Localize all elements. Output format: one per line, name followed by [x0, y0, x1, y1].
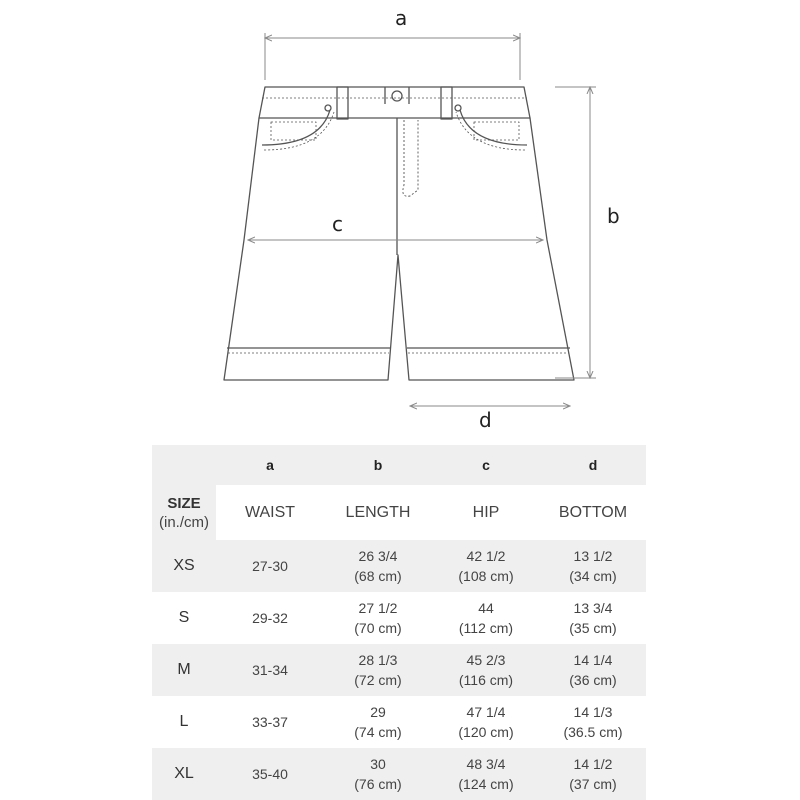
hip-inches: 48 3/4: [466, 756, 506, 772]
length-cell: [324, 644, 432, 696]
length-cell: [324, 696, 432, 748]
letter-c: c: [432, 445, 540, 485]
hip-cell: [432, 644, 540, 696]
waist-cell: 29-32: [216, 592, 324, 644]
hip-cm: (124 cm): [458, 776, 514, 792]
size-cell: S: [152, 592, 216, 644]
table-row: [152, 748, 646, 800]
bottom-inches: 14 1/4: [573, 652, 613, 668]
bottom-cm: (34 cm): [569, 568, 617, 584]
corner-cell: [152, 445, 216, 485]
length-inches: 27 1/2: [358, 600, 398, 616]
length-inches: 26 3/4: [358, 548, 398, 564]
header-waist: WAIST: [216, 485, 324, 540]
measurement-letter-row: [152, 445, 646, 485]
size-cell: L: [152, 696, 216, 748]
header-hip: HIP: [432, 485, 540, 540]
length-cm: (68 cm): [354, 568, 402, 584]
bottom-cm: (35 cm): [569, 620, 617, 636]
denim-shorts-icon: [224, 87, 574, 380]
hip-cm: (112 cm): [458, 620, 514, 636]
hip-inches: 47 1/4: [466, 704, 506, 720]
bottom-inches: 14 1/2: [573, 756, 613, 772]
hip-inches: 45 2/3: [466, 652, 506, 668]
table-row: [152, 540, 646, 592]
size-unit: (in./cm): [159, 513, 209, 531]
length-cell: [324, 592, 432, 644]
bottom-inches: 14 1/3: [573, 704, 613, 720]
header-bottom: BOTTOM: [540, 485, 646, 540]
size-cell: M: [152, 644, 216, 696]
bottom-cell: [540, 592, 646, 644]
length-cm: (76 cm): [354, 776, 402, 792]
letter-a: a: [216, 445, 324, 485]
letter-d: d: [540, 445, 646, 485]
hip-cell: [432, 748, 540, 800]
header-length: LENGTH: [324, 485, 432, 540]
table-row: [152, 592, 646, 644]
length-inches: 29: [370, 704, 386, 720]
size-cell: XS: [152, 540, 216, 592]
size-cell: XL: [152, 748, 216, 800]
dimension-label-waist: a: [395, 6, 408, 30]
size-title: SIZE: [167, 494, 201, 512]
length-cell: [324, 540, 432, 592]
dimension-label-bottom: d: [479, 408, 492, 432]
hip-cm: (108 cm): [458, 568, 514, 584]
hip-cm: (120 cm): [458, 724, 514, 740]
hip-cm: (116 cm): [458, 672, 514, 688]
bottom-cm: (36.5 cm): [563, 724, 623, 740]
bottom-inches: 13 1/2: [573, 548, 613, 564]
bottom-cm: (37 cm): [569, 776, 617, 792]
length-inches: 28 1/3: [358, 652, 398, 668]
bottom-cell: [540, 696, 646, 748]
bottom-cell: [540, 644, 646, 696]
waist-cell: 31-34: [216, 644, 324, 696]
size-chart-table: [152, 445, 646, 800]
length-inches: 30: [370, 756, 386, 772]
bottom-cell: [540, 748, 646, 800]
size-header-cell: [152, 485, 216, 540]
length-cm: (70 cm): [354, 620, 402, 636]
waist-cell: 27-30: [216, 540, 324, 592]
waist-cell: 33-37: [216, 696, 324, 748]
hip-inches: 44: [478, 600, 494, 616]
hip-cell: [432, 592, 540, 644]
table-row: [152, 644, 646, 696]
waist-cell: 35-40: [216, 748, 324, 800]
hip-cell: [432, 696, 540, 748]
hip-inches: 42 1/2: [466, 548, 506, 564]
bottom-cm: (36 cm): [569, 672, 617, 688]
table-row: [152, 696, 646, 748]
bottom-cell: [540, 540, 646, 592]
letter-b: b: [324, 445, 432, 485]
dimension-label-hip: c: [332, 212, 343, 236]
hip-cell: [432, 540, 540, 592]
length-cm: (74 cm): [354, 724, 402, 740]
header-row: [152, 485, 646, 540]
dimension-label-length: b: [607, 204, 620, 228]
length-cm: (72 cm): [354, 672, 402, 688]
length-cell: [324, 748, 432, 800]
bottom-inches: 13 3/4: [573, 600, 613, 616]
